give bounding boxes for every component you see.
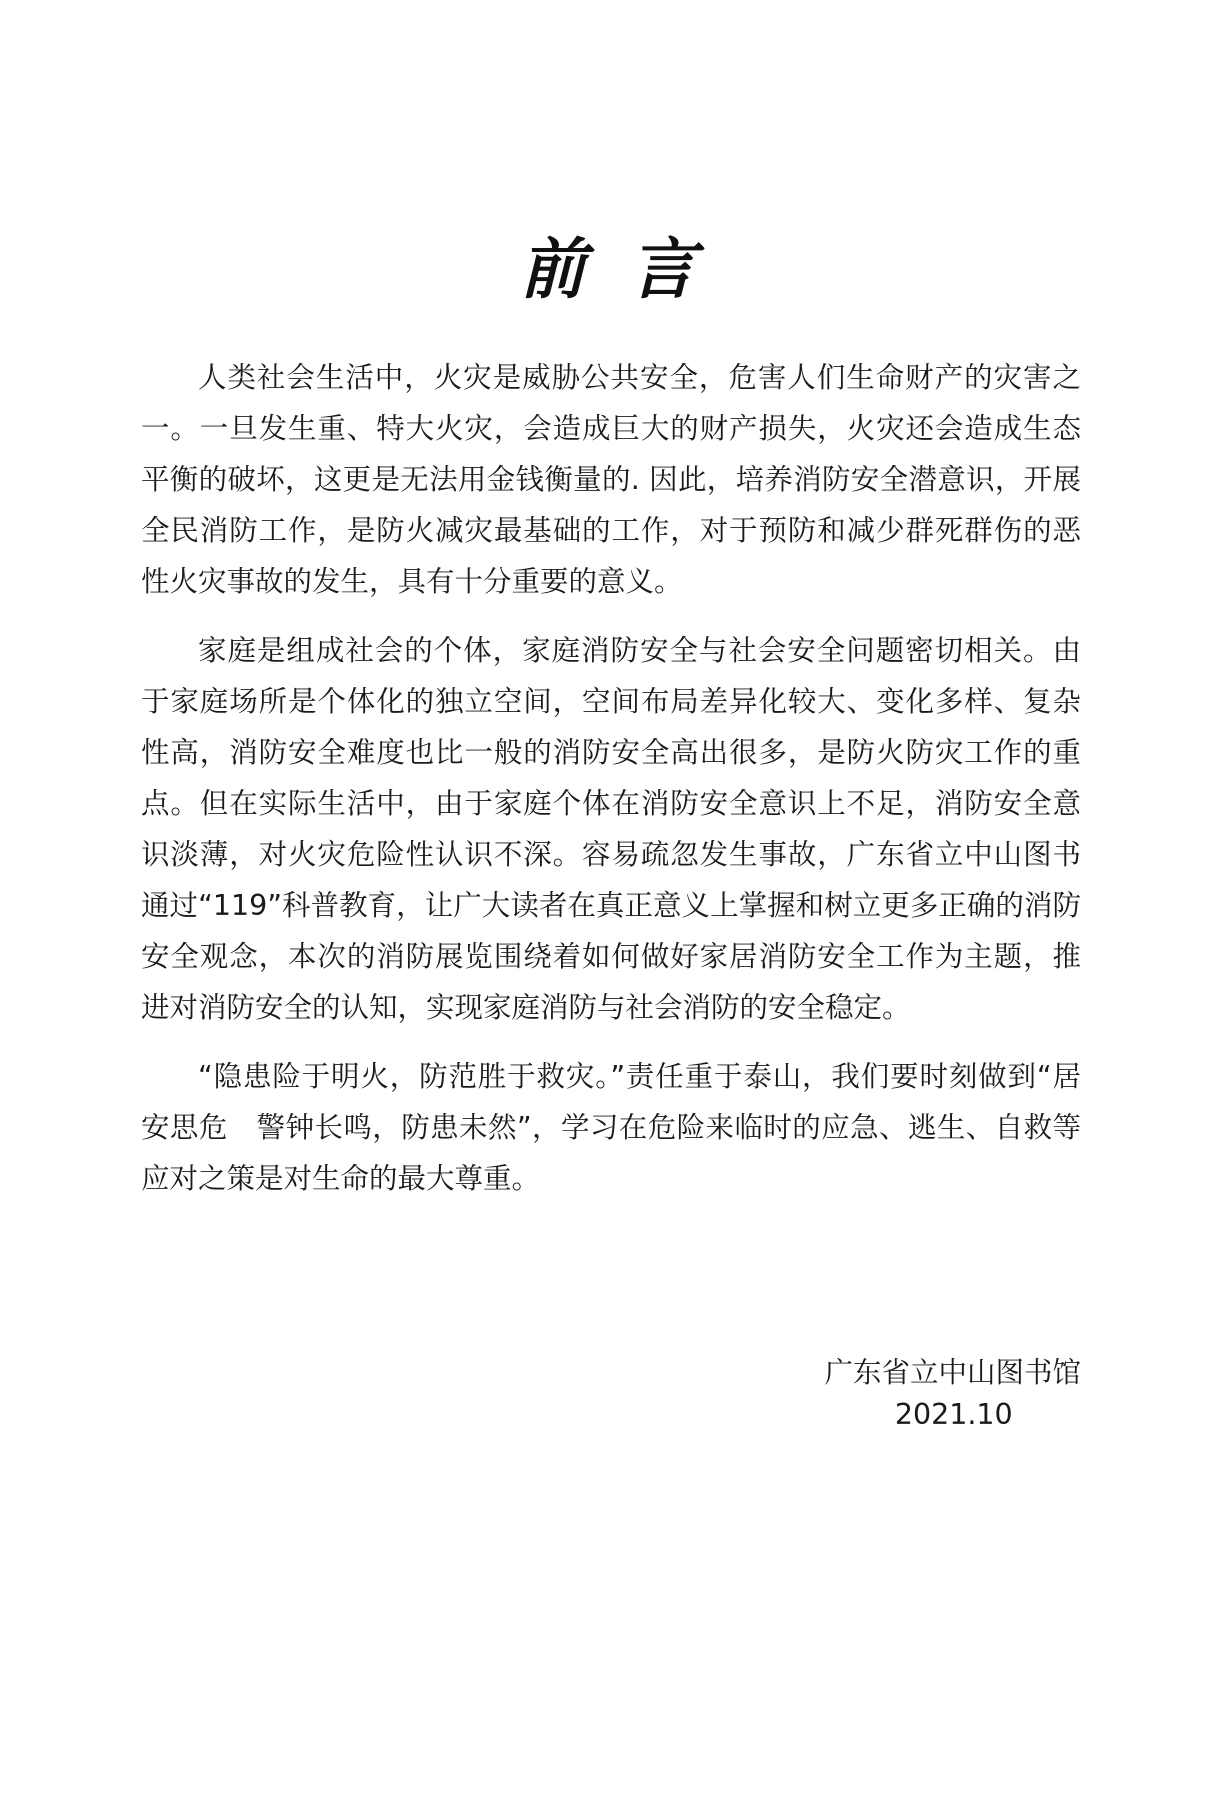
- signature-block: [824, 1352, 1081, 1436]
- paragraph-1: 人类社会生活中，火灾是威胁公共安全，危害人们生命财产的灾害之一。一旦发生重、特大火灾，会造成巨大的财产损失，火灾还会造成生态平衡的破坏，这更是无法用金钱衡量的. 因此，培养消防安全潜意识，开展全民消防工作，是防火减灾最基础的工作，对于预防和减少群死群伤的恶性火灾事故的发生，具有十分重要的意义。: [141, 361, 1081, 598]
- paragraph-2: 家庭是组成社会的个体，家庭消防安全与社会安全问题密切相关。由于家庭场所是个体化的独立空间，空间布局差异化较大、变化多样、复杂性高，消防安全难度也比一般的消防安全高出很多，是防火防灾工作的重点。但在实际生活中，由于家庭个体在消防安全意识上不足，消防安全意识淡薄，对火灾危险性认识不深。容易疏忽发生事故，广东省立中山图书通过“119”科普教育，让广大读者在真正意义上掌握和树立更多正确的消防安全观念，本次的消防展览围绕着如何做好家居消防安全工作为主题，推进对消防安全的认知，实现家庭消防与社会消防的安全稳定。: [141, 634, 1081, 1024]
- signature-organization: 广东省立中山图书馆: [824, 1356, 1081, 1389]
- body-text: [141, 352, 1081, 1222]
- signature-date: 2021.10: [894, 1398, 1013, 1431]
- page-title: 前言: [519, 231, 740, 308]
- paragraph-3: “隐患险于明火，防范胜于救灾。”责任重于泰山，我们要时刻做到“居安思危 警钟长鸣，防患未然”，学习在危险来临时的应急、逃生、自救等应对之策是对生命的最大尊重。: [141, 1060, 1082, 1195]
